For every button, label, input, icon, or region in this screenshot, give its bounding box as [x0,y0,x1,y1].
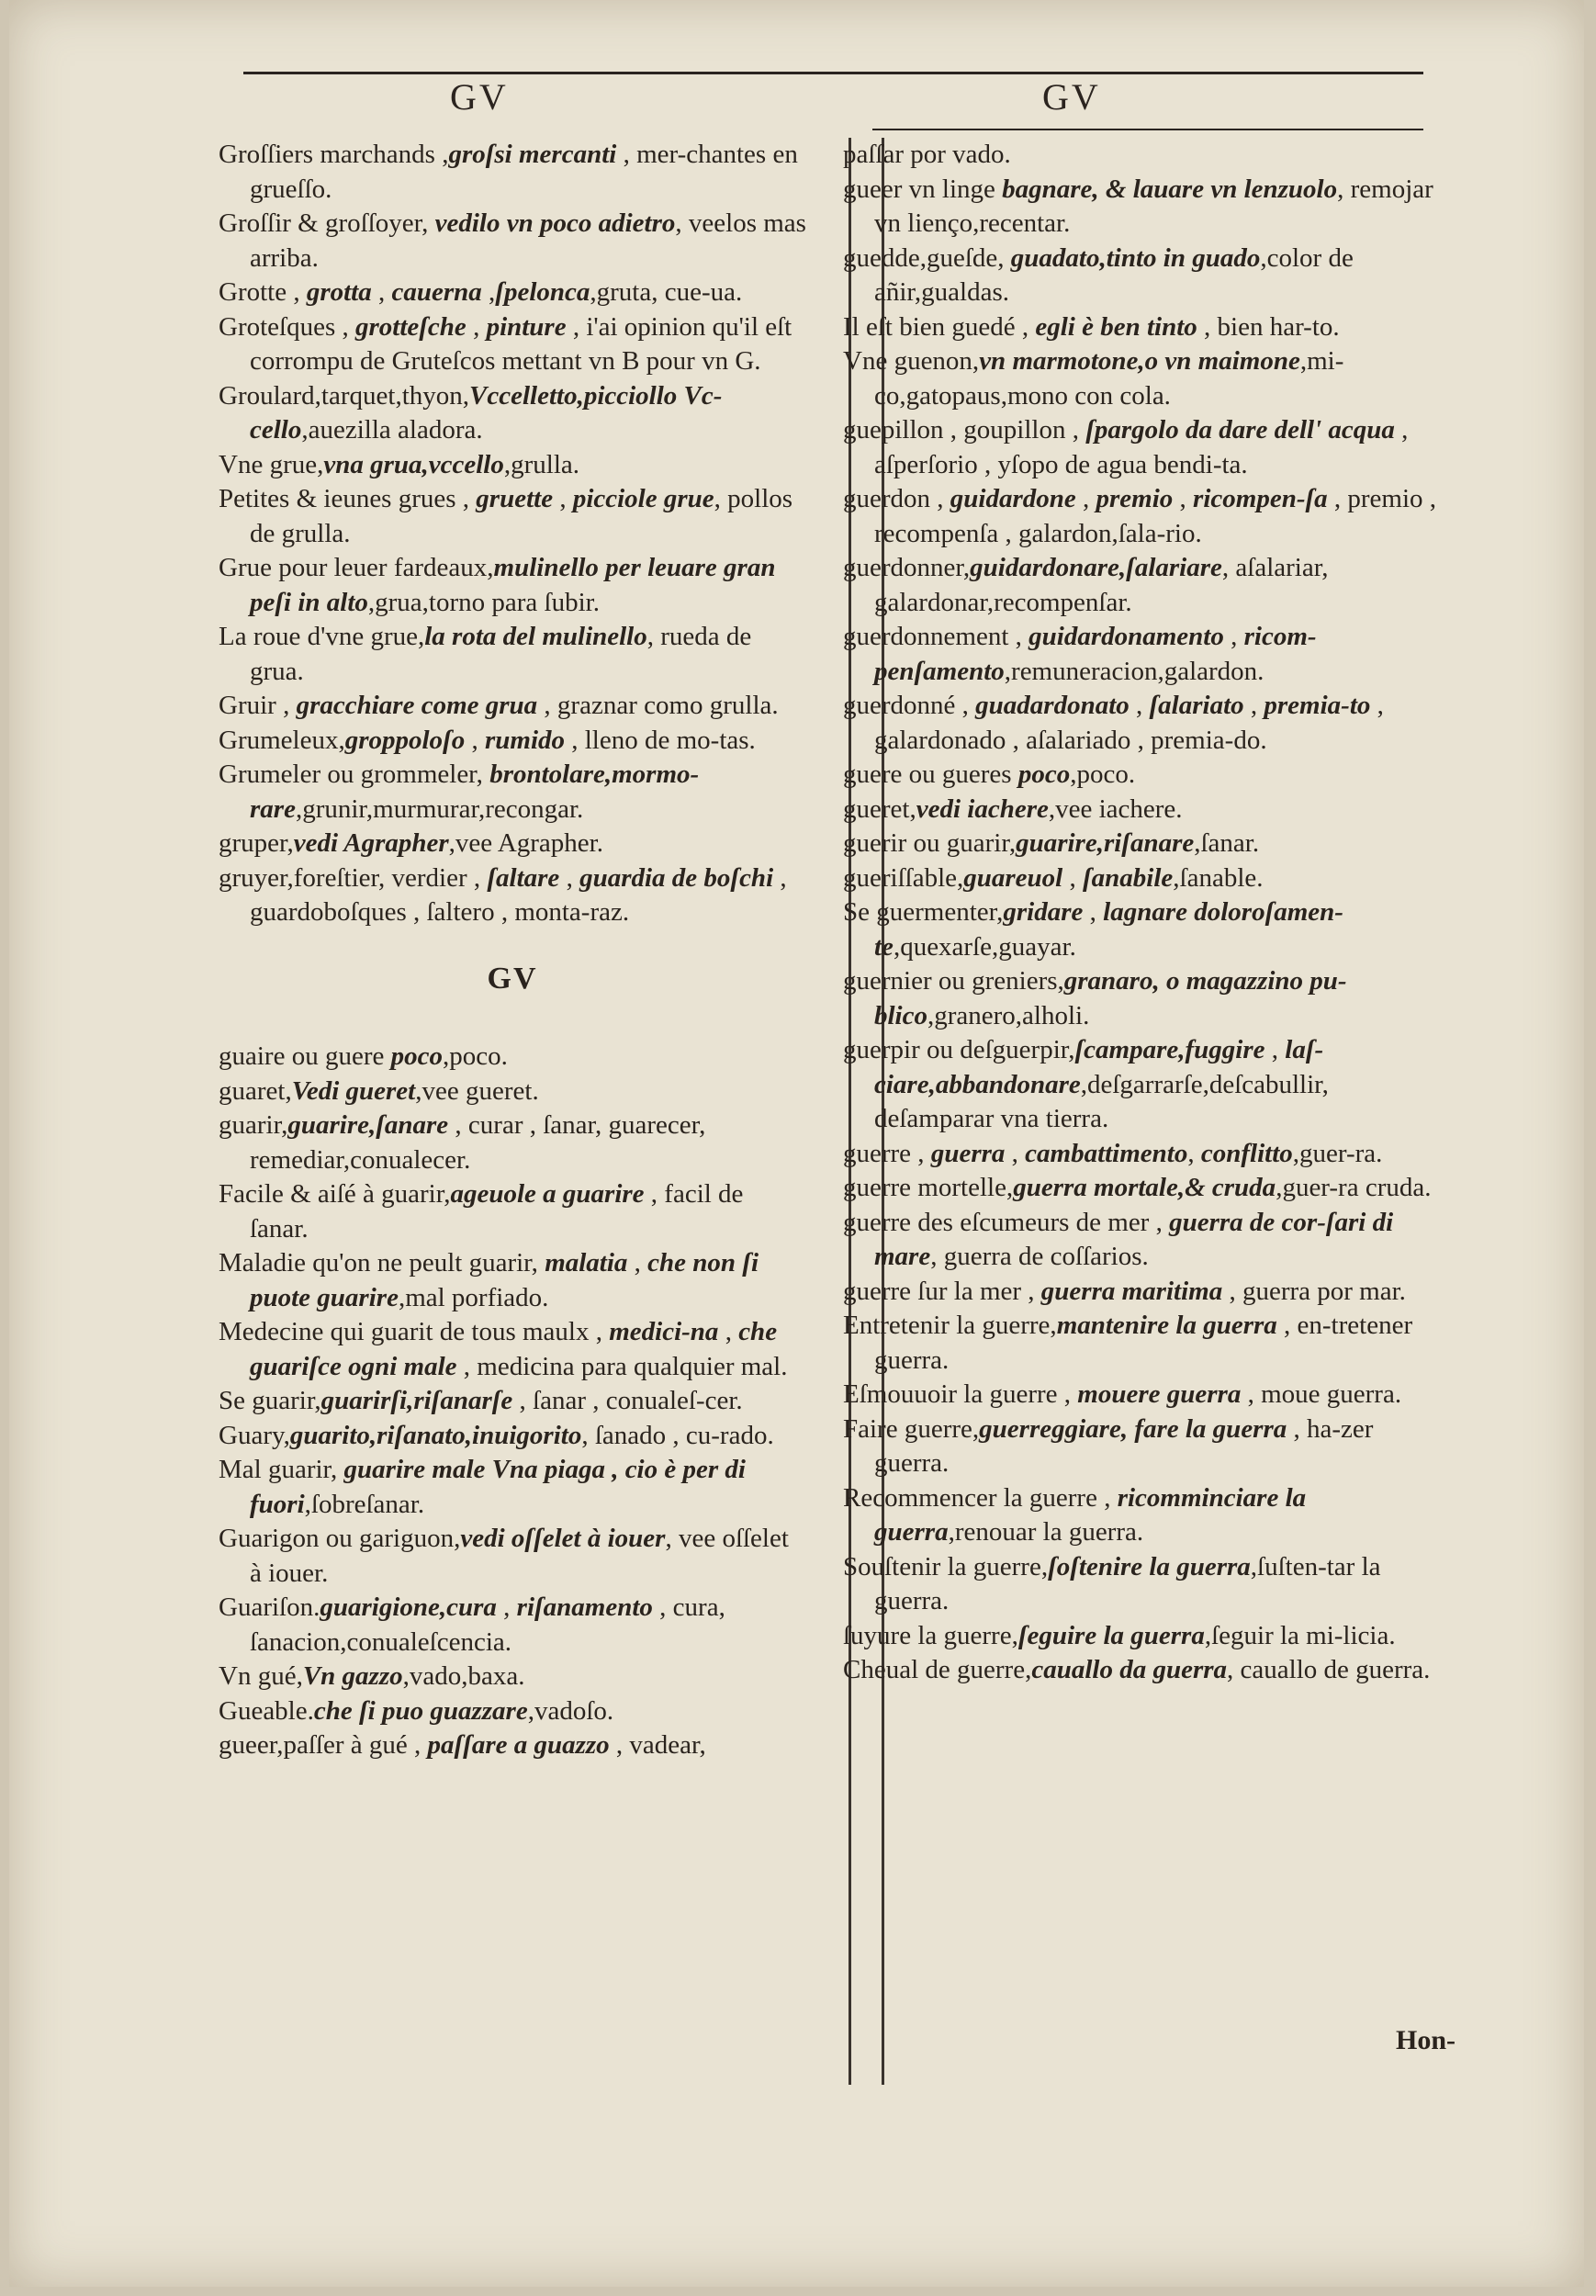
dictionary-entry: Faire guerre,guerreggiare, fare la guerra , ha-zer guerra. [843,1413,1374,1478]
dictionary-entry: guerdonnement , guidardonamento , ricom-penſamento,remuneracion,galardon. [843,622,1317,686]
dictionary-entry: gueer,paſſer à gué , paſſare a guazzo , vadear, [219,1730,706,1760]
catchword: Hon- [1396,2025,1456,2055]
dictionary-entry: Groulard,tarquet,thyon,Vccelletto,picciollo Vc-cello,auezilla aladora. [219,380,723,445]
dictionary-entry: paſſar por vado. [843,140,1011,169]
dictionary-entry: Entretenir la guerre,mantenire la guerra , en-tretener guerra. [843,1311,1413,1375]
dictionary-entry: Groſſir & groſſoyer, vedilo vn poco adietro, veelos mas arriba. [219,208,806,273]
dictionary-entry: gueriſſable,guareuol , ſanabile,ſanable. [843,862,1264,893]
dictionary-entry: Grumeleux,groppoloſo , rumido , lleno de mo-tas. [219,725,756,755]
dictionary-entry: ſuyure la guerre,ſeguire la guerra,ſeguir la mi-licia. [843,1620,1396,1650]
dictionary-entry: Maladie qu'on ne peult guarir, malatia , che non ſi puote guarire,mal porfiado. [219,1248,759,1312]
dictionary-entry: guerdon , guidardone , premio , ricompen-ſa , premio , recompenſa , galardon,ſala-rio. [843,484,1437,548]
dictionary-entry: Petites & ieunes grues , gruette , picciole grue, pollos de grulla. [219,484,793,548]
dictionary-entry: guerre ſur la mer , guerra maritima , guerra por mar. [843,1276,1406,1306]
dictionary-entry: Groteſques , grotteſche , pinture , i'ai opinion qu'il eſt corrompu de Gruteſcos mettant vn B pour vn G. [219,311,792,376]
book-page [9,0,1584,2287]
dictionary-entry: Eſmouuoir la guerre , mouere guerra , moue guerra. [843,1379,1402,1409]
dictionary-entry: Vne grue,vna grua,vccello,grulla. [219,449,580,479]
running-head-right: GV [1042,76,1101,118]
dictionary-entry: guarir,guarire,ſanare , curar , ſanar, guarecer, remediar,conualecer. [219,1110,706,1175]
right-column [843,138,1440,1688]
dictionary-entry: gueret,vedi iachere,vee iachere. [843,793,1183,824]
dictionary-entry: guerdonner,guidardonare,ſalariare, aſalariar, galardonar,recompenſar. [843,553,1329,617]
dictionary-entry: Il eſt bien guedé , egli è ben tinto , bien har-to. [843,311,1340,342]
dictionary-entry: guerdonné , guadardonato , ſalariato , premia-to , galardonado , aſalariado , premia-do. [843,691,1384,755]
dictionary-entry: gruper,vedi Agrapher,vee Agrapher. [219,828,603,858]
dictionary-entry: La roue d'vne grue,la rota del mulinello, rueda de grua. [219,622,752,686]
dictionary-entry: guere ou gueres poco,poco. [843,760,1136,789]
dictionary-entry: Grue pour leuer fardeaux,mulinello per leuare gran peſi in alto,grua,torno para ſubir. [219,553,776,617]
dictionary-entry: guernier ou greniers,granaro, o magazzino pu-blico,granero,alholi. [843,966,1347,1030]
dictionary-entry: Guary,guarito,riſanato,inuigorito, ſanado , cu-rado. [219,1420,774,1450]
dictionary-entry: Facile & aiſé à guarir,ageuole a guarire , facil de ſanar. [219,1179,744,1244]
dictionary-entry: guaret,Vedi gueret,vee gueret. [219,1075,539,1106]
left-column-entries-bottom [219,1040,806,1763]
dictionary-entry: gueer vn linge bagnare, & lauare vn lenzuolo, remojar vn lienço,recentar. [843,174,1433,238]
dictionary-entry: Souſtenir la guerre,ſoſtenire la guerra,ſuſten-tar la guerra. [843,1551,1381,1615]
dictionary-entry: guaire ou guere poco,poco. [219,1041,508,1071]
dictionary-entry: Grotte , grotta , cauerna ,ſpelonca,gruta, cue-ua. [219,277,743,307]
dictionary-entry: guepillon , goupillon , ſpargolo da dare dell' acqua , aſperſorio , yſopo de agua bendi-ta. [843,415,1409,479]
dictionary-entry: guerpir ou deſguerpir,ſcampare,fuggire , laſ-ciare,abbandonare,deſgarrarſe,deſcabullir, deſamparar vna tierra. [843,1035,1329,1133]
dictionary-entry: guerre mortelle,guerra mortale,& cruda,guer-ra cruda. [843,1173,1432,1202]
dictionary-entry: Gueable.che ſi puo guazzare,vadoſo. [219,1695,614,1726]
dictionary-entry: gruyer,foreſtier, verdier , ſaltare , guardia de boſchi , guardoboſques , ſaltero , monta-raz. [219,862,787,927]
dictionary-entry: guedde,gueſde, guadato,tinto in guado,color de añir,gualdas. [843,242,1354,307]
dictionary-entry: Vne guenon,vn marmotone,o vn maimone,mi-co,gatopaus,mono con cola. [843,346,1344,411]
left-column [219,138,806,1763]
dictionary-entry: Medecine qui guarit de tous maulx , medici-na , che guariſce ogni male , medicina para qualquier mal. [219,1317,788,1381]
dictionary-entry: Cheual de guerre,cauallo da guerra, cauallo de guerra. [843,1655,1431,1684]
dictionary-entry: Se guermenter,gridare , lagnare doloroſamen-te,quexarſe,guayar. [843,897,1343,962]
right-column-entries [843,138,1440,1688]
dictionary-entry: guerre , guerra , cambattimento, conflitto,guer-ra. [843,1138,1383,1168]
left-column-entries-top [219,138,806,930]
dictionary-entry: Mal guarir, guarire male Vna piaga , cio è per di fuori,ſobreſanar. [219,1455,746,1519]
dictionary-entry: Guarigon ou gariguon,vedi oſſelet à iouer, vee oſſelet à iouer. [219,1524,789,1588]
dictionary-entry: Vn gué,Vn gazzo,vado,baxa. [219,1661,525,1691]
dictionary-entry: guerre des eſcumeurs de mer , guerra de cor-ſari di mare, guerra de coſſarios. [843,1207,1394,1271]
dictionary-entry: Recommencer la guerre , ricomminciare la guerra,renouar la guerra. [843,1482,1307,1547]
dictionary-entry: Grumeler ou grommeler, brontolare,mormo-rare,grunir,murmurar,recongar. [219,760,700,824]
header-rule-right [872,129,1423,130]
dictionary-entry: guerir ou guarir,guarire,riſanare,ſanar. [843,828,1260,858]
dictionary-entry: Gruir , gracchiare come grua , graznar como grulla. [219,691,779,720]
dictionary-entry: Groſſiers marchands ,groſsi mercanti , mer-chantes en grueſſo. [219,140,798,204]
running-head-left: GV [450,76,509,118]
dictionary-entry: Se guarir,guarirſi,riſanarſe , ſanar , conualeſ-cer. [219,1386,743,1415]
dictionary-entry: Guariſon.guarigione,cura , riſanamento , cura, ſanacion,conualeſcencia. [219,1593,725,1657]
header-rule [243,72,1423,74]
section-heading: GV [487,961,538,996]
